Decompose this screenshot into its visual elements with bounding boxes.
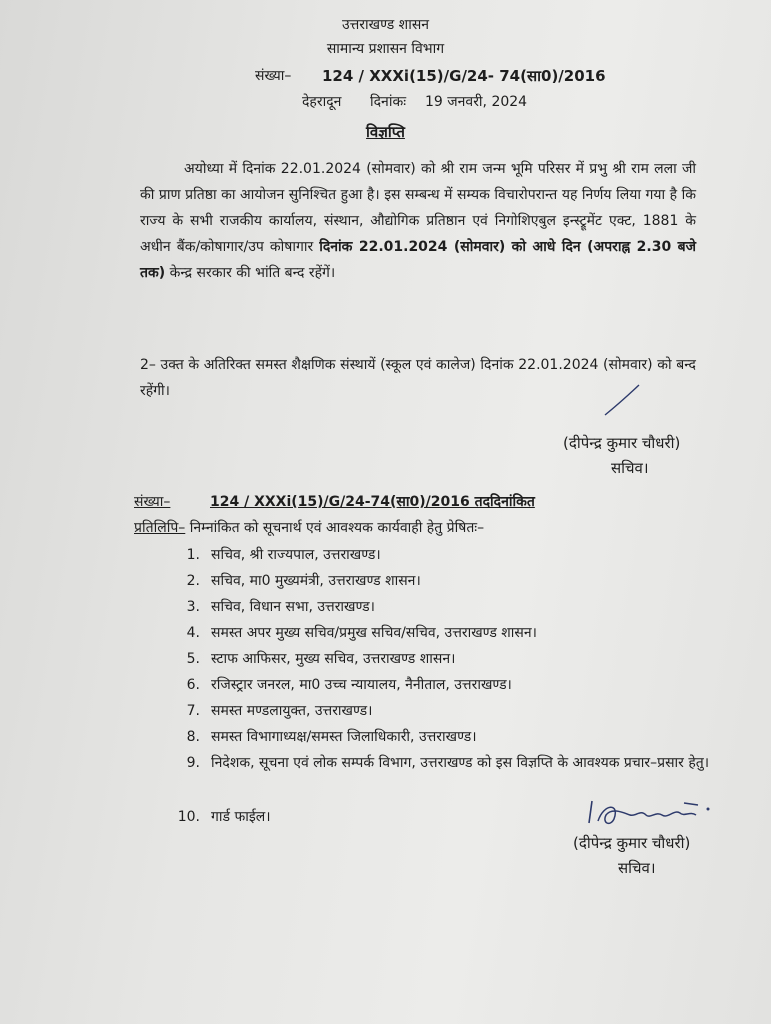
paragraph-1 xyxy=(140,156,696,286)
list-item-text: रजिस्ट्रार जनरल, मा0 उच्च न्यायालय, नैनीताल, उत्तराखण्ड। xyxy=(211,677,512,693)
signature-1-designation: सचिव। xyxy=(611,459,649,477)
handwritten-signature xyxy=(580,795,730,835)
list-item-number: 3. xyxy=(186,599,200,615)
list-item-text: स्टाफ आफिसर, मुख्य सचिव, उत्तराखण्ड शासन। xyxy=(211,651,456,667)
list-item-number: 4. xyxy=(186,625,200,641)
list-item-number: 6. xyxy=(186,677,200,693)
list-item-number: 10. xyxy=(177,809,200,825)
header-date-label: दिनांकः xyxy=(370,94,407,110)
copy-number-label: संख्या– xyxy=(134,494,171,510)
paragraph-1-bold-text: दिनांक 22.01.2024 (सोमवार) को आधे दिन (अपराह्न 2.30 बजे तक) xyxy=(140,239,696,281)
list-item-text: सचिव, विधान सभा, उत्तराखण्ड। xyxy=(211,599,375,615)
list-item-text: समस्त विभागाध्यक्ष/समस्त जिलाधिकारी, उत्तराखण्ड। xyxy=(211,729,477,745)
header-number-label: संख्या– xyxy=(255,68,292,84)
signature-2-designation: सचिव। xyxy=(618,859,656,877)
signature-stroke-1 xyxy=(603,382,643,418)
signature-2-name: (दीपेन्द्र कुमार चौधरी) xyxy=(573,834,691,852)
copy-intro-text: निम्नांकित को सूचनार्थ एवं आवश्यक कार्यवाही हेतु प्रेषितः– xyxy=(185,520,485,536)
header-place: देहरादून xyxy=(302,94,342,110)
header-number-value: 124 / XXXi(15)/G/24- 74(सा0)/2016 xyxy=(322,67,606,85)
notice-title: विज्ञप्ति xyxy=(366,123,405,141)
list-item-number: 9. xyxy=(186,755,200,771)
list-item-number: 1. xyxy=(186,547,200,563)
list-item-text: निदेशक, सूचना एवं लोक सम्पर्क विभाग, उत्तराखण्ड को इस विज्ञप्ति के आवश्यक प्रचार–प्रसार हेतु। xyxy=(211,755,710,771)
list-item-text: सचिव, मा0 मुख्यमंत्री, उत्तराखण्ड शासन। xyxy=(211,573,421,589)
paragraph-2: 2– उक्त के अतिरिक्त समस्त शैक्षणिक संस्थायें (स्कूल एवं कालेज) दिनांक 22.01.2024 (सोमवार) को बन्द रहेंगी। xyxy=(140,357,696,399)
paragraph-1-text-b: केन्द्र सरकार की भांति बन्द रहेंगें। xyxy=(165,265,336,281)
list-item-text: गार्ड फाईल। xyxy=(211,809,271,825)
copy-intro-label: प्रतिलिपि– xyxy=(134,520,186,536)
header-government: उत्तराखण्ड शासन xyxy=(341,17,430,33)
list-item-number: 2. xyxy=(186,573,200,589)
distribution-list xyxy=(176,546,716,834)
list-item-number: 7. xyxy=(186,703,200,719)
list-item-number: 8. xyxy=(186,729,200,745)
header-department: सामान्य प्रशासन विभाग xyxy=(326,41,445,57)
list-item-number: 5. xyxy=(186,651,200,667)
list-item-text: सचिव, श्री राज्यपाल, उत्तराखण्ड। xyxy=(211,547,381,563)
copy-number-value: 124 / XXXi(15)/G/24-74(सा0)/2016 तददिनांकित xyxy=(210,494,535,510)
list-item-text: समस्त अपर मुख्य सचिव/प्रमुख सचिव/सचिव, उत्तराखण्ड शासन। xyxy=(211,625,537,641)
signature-1-name: (दीपेन्द्र कुमार चौधरी) xyxy=(563,434,681,452)
paragraph-1-text-a: अयोध्या में दिनांक 22.01.2024 (सोमवार) को श्री राम जन्म भूमि परिसर में प्रभु श्री राम लला जी की प्राण प्रतिष्ठा का आयोजन सुनिश्चित हुआ है। इस सम्बन्ध में सम्यक विचारोपरान्त यह निर्णय लिया गया है कि राज्य के सभी राजकीय कार्यालय, संस्थान, औद्योगिक प्रतिष्ठान एवं निगोशिएबुल इन्स्ट्रूमेंट एक्ट, 1881 के अधीन बैंक/कोषागार/उप कोषागार xyxy=(140,161,696,255)
list-item-text: समस्त मण्डलायुक्त, उत्तराखण्ड। xyxy=(211,703,373,719)
copy-intro xyxy=(134,519,484,537)
header-date-value: 19 जनवरी, 2024 xyxy=(425,94,528,110)
